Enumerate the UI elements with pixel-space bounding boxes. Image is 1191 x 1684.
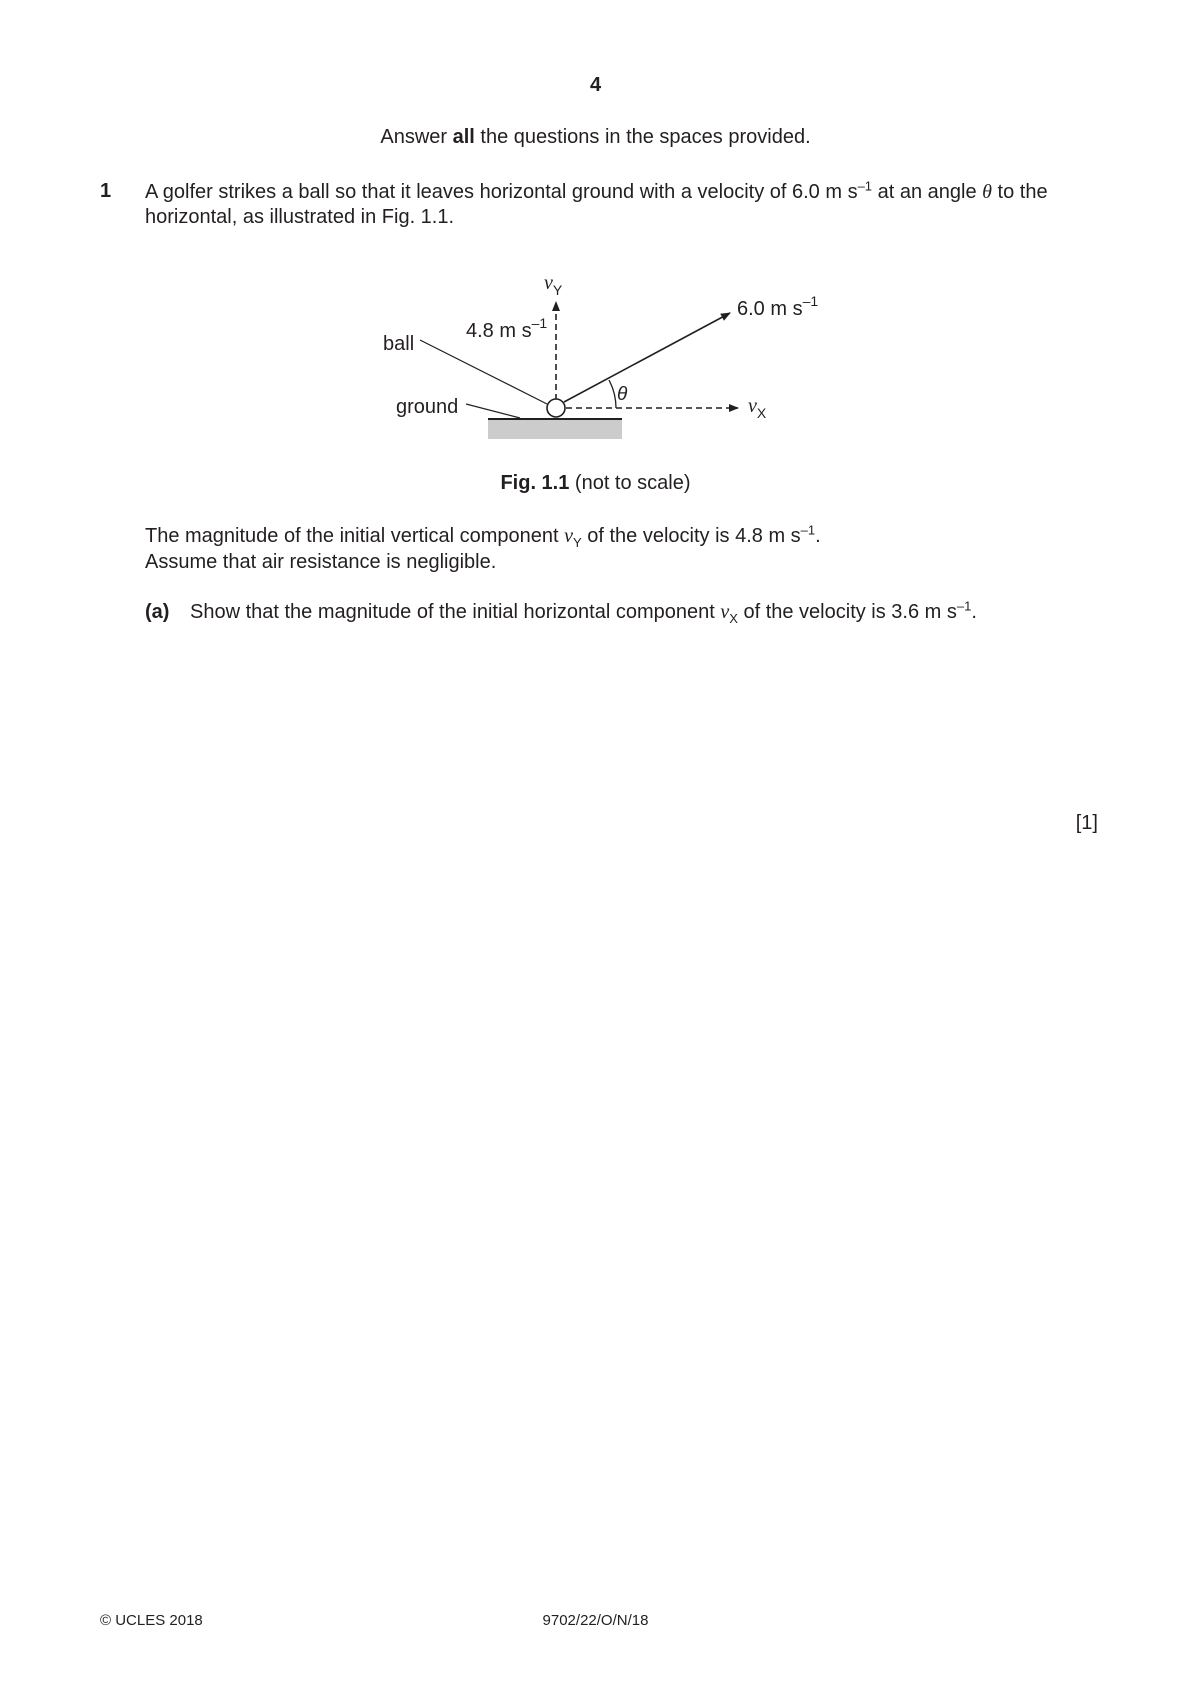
ground-shading xyxy=(488,419,622,439)
given-line-2: Assume that air resistance is negligible. xyxy=(145,551,497,573)
instruction-text: Answer xyxy=(380,126,453,148)
given-line-1: The magnitude of the initial vertical component $v_Y$ of the velocity is 4.8 m $s^{-1}$. xyxy=(145,522,821,550)
ground-leader xyxy=(466,404,520,418)
vy-label: $v_Y$ xyxy=(544,272,563,298)
marks-label: [1] xyxy=(1075,812,1098,834)
instruction-text-end: the questions in the spaces provided. xyxy=(474,126,811,148)
question-number: 1 xyxy=(100,180,112,202)
vx-label: $v_X$ xyxy=(748,395,767,421)
given-information xyxy=(145,523,1105,575)
part-a-label: (a) xyxy=(145,601,170,623)
instruction-bold: all xyxy=(452,126,475,148)
ground-label: ground xyxy=(396,396,459,418)
page-number: 4 xyxy=(589,74,602,96)
ball xyxy=(547,399,565,417)
ball-label: ball xyxy=(383,333,415,355)
question-text: A golfer strikes a ball so that it leaves horizontal ground with a velocity of 6.0 m $s^{-1}$ at an angle θ to the horizontal, as illustrated in Fig. 1.1. xyxy=(145,178,1048,228)
figure-1-1 xyxy=(0,0,1191,470)
part-a-text: Show that the magnitude of the initial horizontal component $v_X$ of the velocity is 3.6 m $s^{-1}$. xyxy=(190,598,977,626)
velocity-label: 6.0 m $s^{-1}$ xyxy=(737,293,819,320)
velocity-arrow xyxy=(564,313,730,402)
angle-arc xyxy=(609,380,616,408)
paper-code: 9702/22/O/N/18 xyxy=(542,1612,649,1629)
ball-leader xyxy=(420,340,547,404)
vy-value-label: 4.8 m $s^{-1}$ xyxy=(466,315,548,342)
copyright: © UCLES 2018 xyxy=(100,1612,203,1629)
theta-label: θ xyxy=(617,384,628,405)
figure-caption: Fig. 1.1 (not to scale) xyxy=(500,472,691,494)
